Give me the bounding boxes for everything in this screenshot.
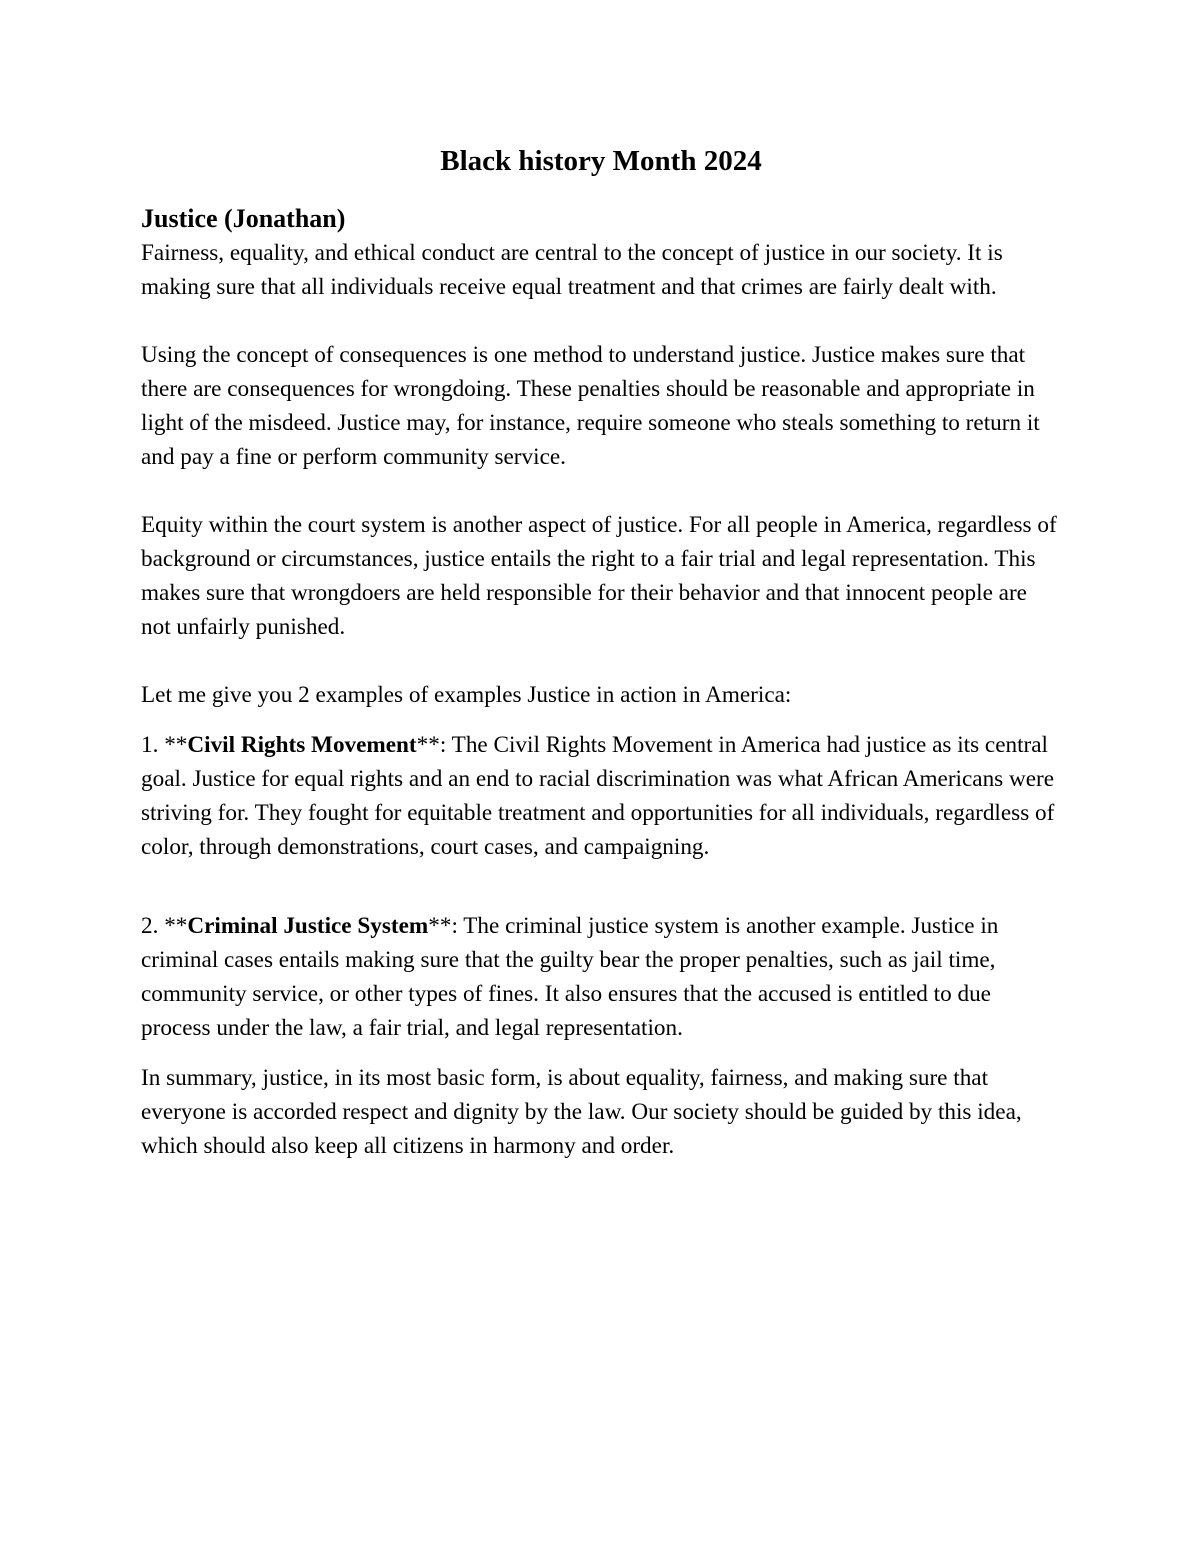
paragraph-equity: Equity within the court system is another aspect of justice. For all people in America, regardless of background or circumstances, justice entails the right to a fair trial and legal representation. This makes sure that wrongdoers are held responsible for their behavior and that innocent people are not unfairly punished.	[141, 512, 1057, 640]
section-heading: Justice (Jonathan)	[141, 204, 346, 233]
example-item-criminal-justice	[141, 909, 1061, 1045]
paragraph-intro: Fairness, equality, and ethical conduct are central to the concept of justice in our society. It is making sure that all individuals receive equal treatment and that crimes are fairly dealt with.	[141, 240, 1003, 300]
document-page	[141, 141, 1061, 1163]
example-item-civil-rights	[141, 728, 1061, 864]
example-prefix: 1. **	[141, 732, 188, 758]
paragraph-summary: In summary, justice, in its most basic form, is about equality, fairness, and making sure that everyone is accorded respect and dignity by the law. Our society should be guided by this idea, which should also keep all citizens in harmony and order.	[141, 1065, 1022, 1159]
paragraph-examples-intro: Let me give you 2 examples of examples Justice in action in America:	[141, 682, 792, 708]
example-text: The criminal justice system is another example. Justice in criminal cases entails making sure that the guilty bear the proper penalties, such as jail time, community service, or other types of fines. It also ensures that the accused is entitled to due process under the law, a fair trial, and legal representation.	[141, 913, 999, 1041]
example-suffix: **:	[416, 732, 452, 758]
example-term: Criminal Justice System	[187, 913, 429, 939]
paragraph-consequences: Using the concept of consequences is one method to understand justice. Justice makes sure that there are consequences for wrongdoing. These penalties should be reasonable and appropriate in light of the misdeed. Justice may, for instance, require someone who steals something to return it and pay a fine or perform community service.	[141, 342, 1040, 470]
example-term: Civil Rights Movement	[187, 732, 417, 758]
example-suffix: **:	[428, 913, 464, 939]
example-prefix: 2. **	[141, 913, 188, 939]
example-text: The Civil Rights Movement in America had justice as its central goal. Justice for equal rights and an end to racial discrimination was what African Americans were striving for. They fought for equitable treatment and opportunities for all individuals, regardless of color, through demonstrations, court cases, and campaigning.	[141, 732, 1055, 860]
document-title: Black history Month 2024	[440, 145, 762, 177]
